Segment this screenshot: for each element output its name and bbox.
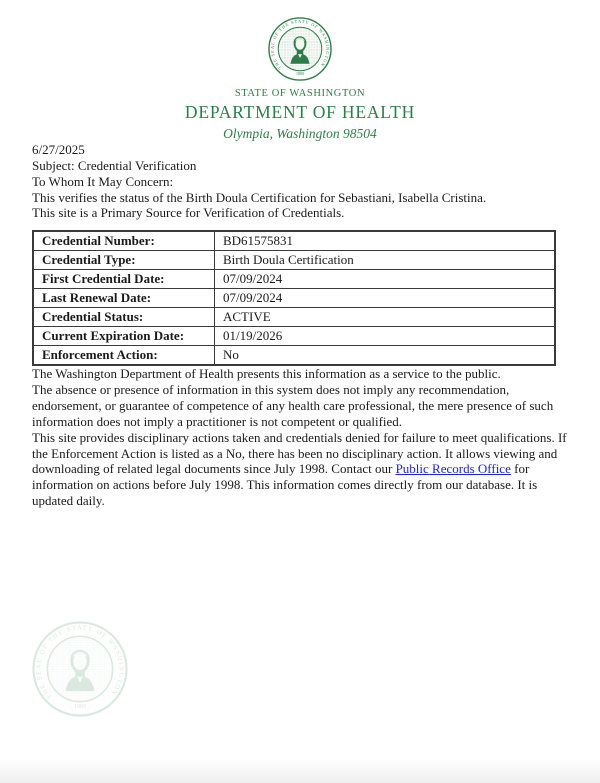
table-row <box>33 251 555 270</box>
credential-value: No <box>215 346 556 366</box>
credential-label: Enforcement Action: <box>33 346 215 366</box>
credential-value: ACTIVE <box>215 308 556 327</box>
credential-table <box>32 230 556 366</box>
credential-label: Credential Type: <box>33 251 215 270</box>
letterhead <box>0 0 600 142</box>
salutation: To Whom It May Concern: <box>32 173 174 189</box>
department-title: DEPARTMENT OF HEALTH <box>184 102 416 122</box>
credential-value: 07/09/2024 <box>215 270 556 289</box>
credential-value: 07/09/2024 <box>215 289 556 308</box>
verification-statement: This verifies the status of the Birth Doula Certification for Sebastiani, Isabella Cristina. <box>32 189 487 205</box>
disciplinary-text-post: for information on actions before July 1998. This information comes directly from our database. It is updated daily. <box>32 461 538 509</box>
credential-label: Credential Number: <box>33 231 215 251</box>
page-bottom-shade <box>0 759 600 783</box>
credential-label: Credential Status: <box>33 308 215 327</box>
disclaimer-paragraph: The absence or presence of information in this system does not imply any recommendation, endorsement, or guarantee of competence of any health care professional, the mere presence of such information does not imply a practitioner is not competent or qualified. <box>32 382 554 429</box>
disciplinary-paragraph <box>32 430 568 509</box>
credential-value: 01/19/2026 <box>215 327 556 346</box>
letter-body <box>32 142 568 509</box>
service-statement: The Washington Department of Health presents this information as a service to the public. <box>32 366 501 382</box>
state-seal-icon <box>268 17 332 81</box>
credential-label: Current Expiration Date: <box>33 327 215 346</box>
credential-value: BD61575831 <box>215 231 556 251</box>
primary-source-statement: This site is a Primary Source for Verification of Credentials. <box>32 205 345 221</box>
credential-label: First Credential Date: <box>33 270 215 289</box>
letterhead-address: Olympia, Washington 98504 <box>223 126 377 141</box>
table-row <box>33 346 555 366</box>
credential-value: Birth Doula Certification <box>215 251 556 270</box>
public-records-office-link[interactable]: Public Records Office <box>395 461 511 477</box>
disciplinary-text-pre: This site provides disciplinary actions taken and credentials denied for failure to meet qualifications. If the Enforcement Action is listed as a No, there has been no disciplinary action. It allows viewing and downloading of related legal documents since July 1998. Contact our <box>32 429 567 477</box>
table-row <box>33 327 555 346</box>
table-row <box>33 308 555 327</box>
table-row <box>33 289 555 308</box>
subject-line: Subject: Credential Verification <box>32 157 197 173</box>
table-row <box>33 270 555 289</box>
letter-date: 6/27/2025 <box>32 142 85 157</box>
state-line: STATE OF WASHINGTON <box>234 88 366 99</box>
credential-label: Last Renewal Date: <box>33 289 215 308</box>
table-row <box>33 231 555 251</box>
watermark-seal-icon <box>32 621 128 717</box>
